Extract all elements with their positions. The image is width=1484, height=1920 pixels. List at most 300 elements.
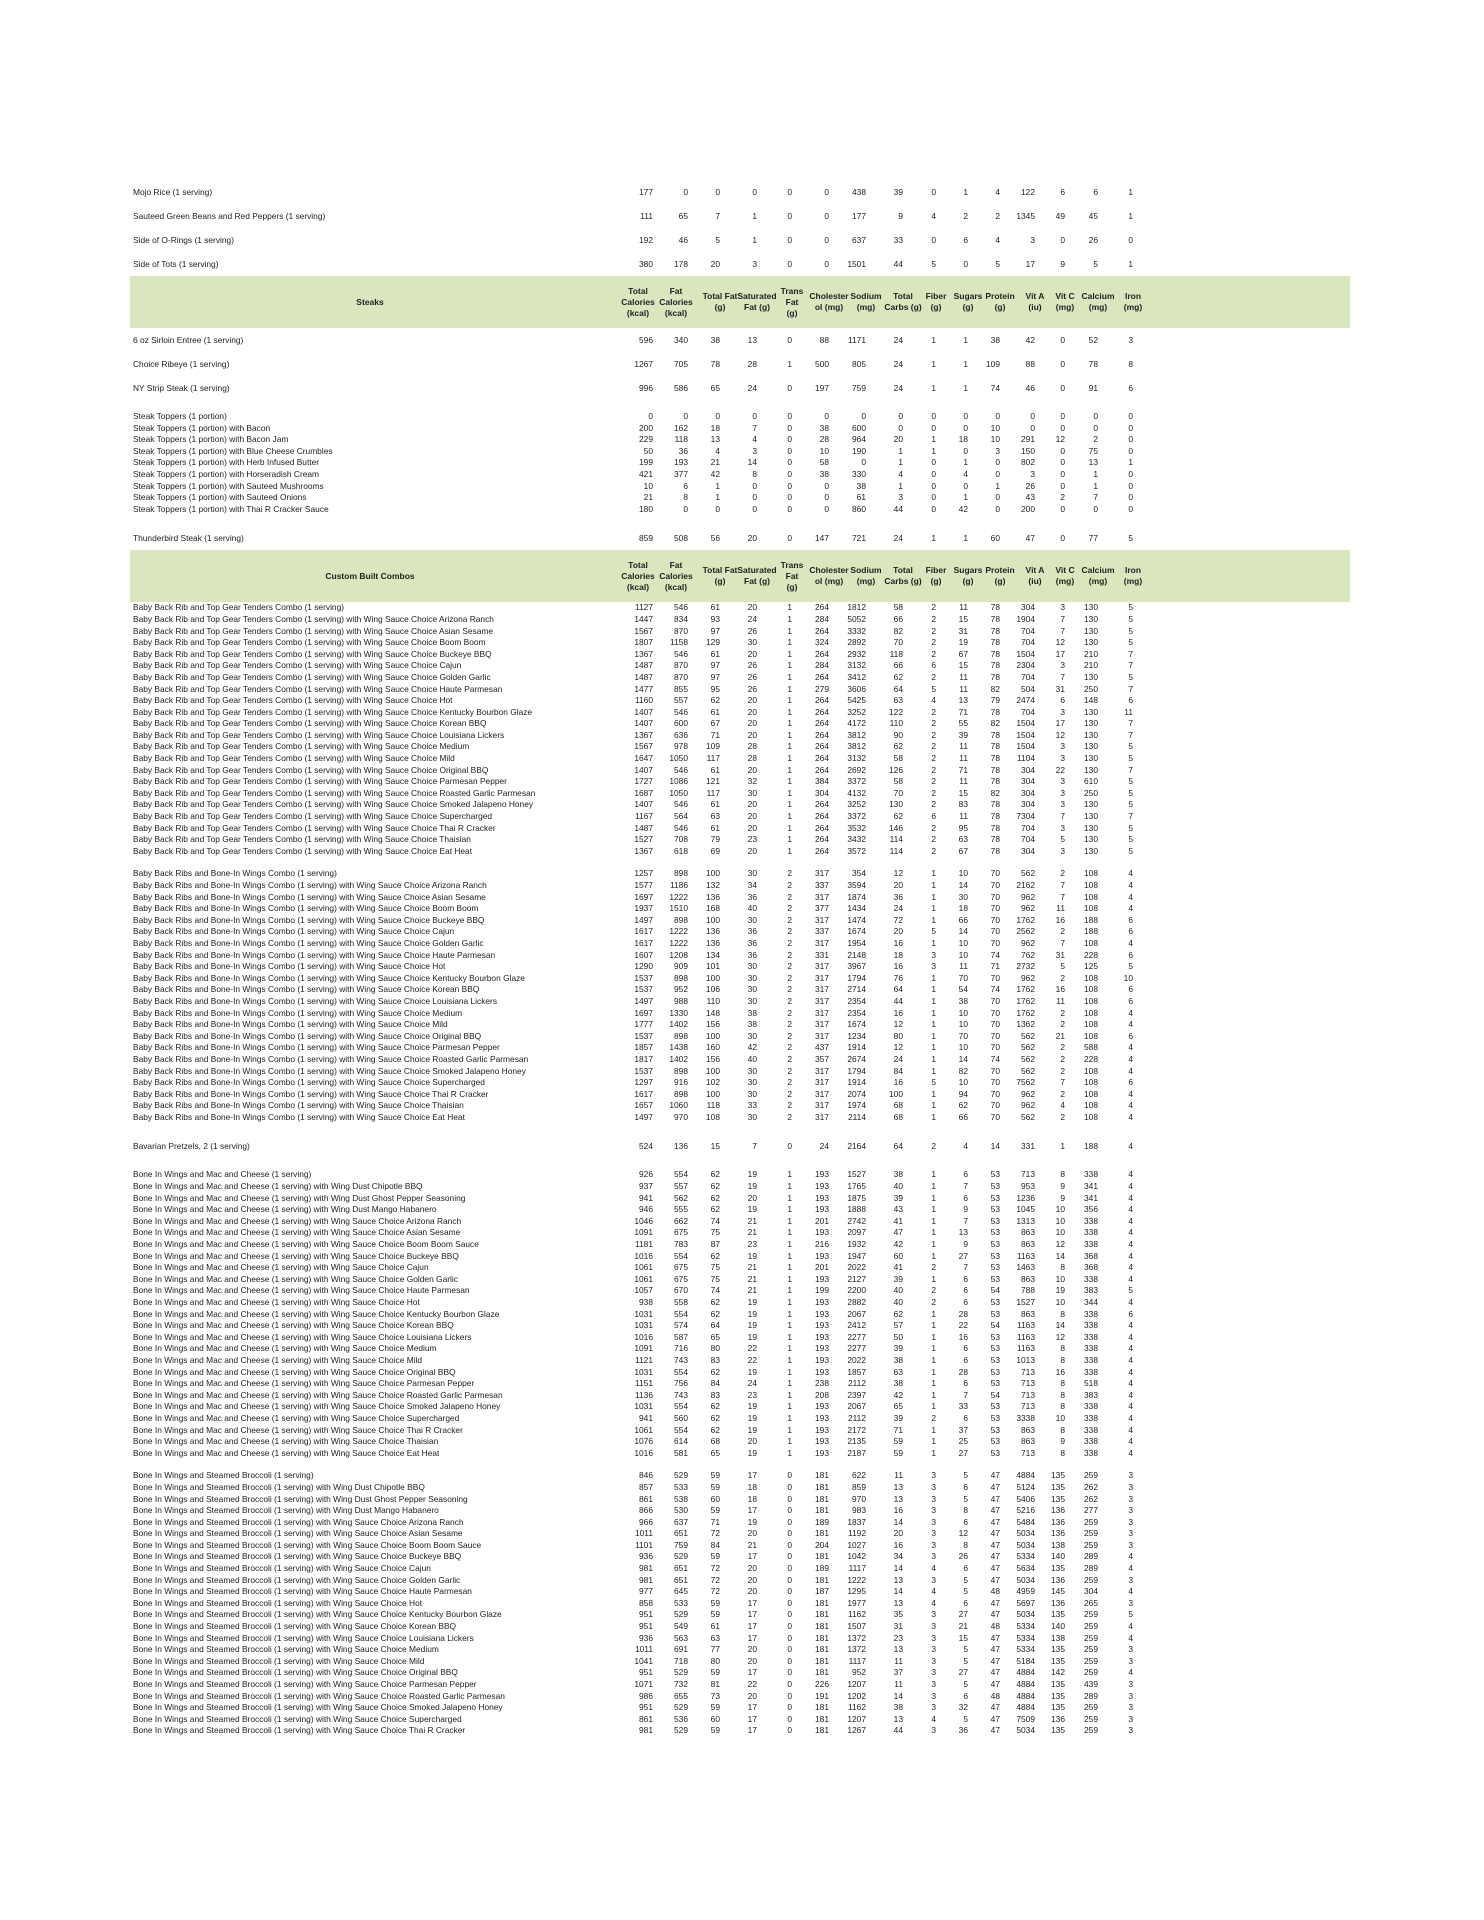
cell-fat-calories-kcal: 0 — [683, 187, 688, 197]
cell-cholesterol-mg: 181 — [815, 1725, 829, 1736]
cell-total-fat-g: 80 — [710, 1343, 720, 1354]
cell-total-calories-kcal: 1046 — [634, 1215, 653, 1226]
cell-calcium-mg: 518 — [1084, 1378, 1098, 1389]
cell-fiber-g: 3 — [931, 1493, 936, 1504]
cell-fat-calories-kcal: 691 — [674, 1644, 688, 1655]
cell-trans-fat-g: 1 — [787, 660, 792, 671]
cell-saturated-fat-g: 20 — [747, 1644, 757, 1655]
cell-vit-c-mg: 140 — [1051, 1621, 1065, 1632]
cell-iron-mg: 3 — [1128, 1725, 1133, 1736]
cell-fiber-g: 2 — [931, 718, 936, 729]
cell-calcium-mg: 259 — [1084, 1644, 1098, 1655]
cell-protein-g: 53 — [990, 1424, 1000, 1435]
table-row — [130, 753, 1350, 765]
cell-protein-g: 47 — [990, 1505, 1000, 1516]
cell-protein-g: 4 — [995, 187, 1000, 197]
cell-trans-fat-g: 1 — [787, 718, 792, 729]
cell-trans-fat-g: 2 — [787, 1053, 792, 1064]
column-header: Total Fat (g) — [702, 291, 738, 312]
cell-cholesterol-mg: 181 — [815, 1655, 829, 1666]
cell-total-fat-g: 156 — [706, 1053, 720, 1064]
cell-fat-calories-kcal: 36 — [678, 445, 688, 456]
cell-fiber-g: 1 — [931, 434, 936, 445]
item-name: Baby Back Ribs and Bone-In Wings Combo (1 serving) with Wing Sauce Choice Hot — [133, 961, 446, 972]
cell-trans-fat-g: 1 — [787, 811, 792, 822]
cell-sugars-g: 18 — [958, 434, 968, 445]
cell-total-fat-g: 87 — [710, 1239, 720, 1250]
cell-vit-a-iu: 1163 — [1016, 1343, 1035, 1354]
item-name: Bone In Wings and Mac and Cheese (1 serving) with Wing Sauce Choice Cajun — [133, 1262, 429, 1273]
cell-total-carbs-g: 126 — [889, 764, 903, 775]
cell-fiber-g: 2 — [931, 706, 936, 717]
cell-fiber-g: 3 — [931, 1516, 936, 1527]
item-name: Baby Back Rib and Top Gear Tenders Combo (1 serving) with Wing Sauce Choice Thaisian — [133, 834, 471, 845]
cell-vit-a-iu: 863 — [1021, 1273, 1035, 1284]
cell-protein-g: 54 — [990, 1285, 1000, 1296]
table-row — [130, 1390, 1350, 1402]
cell-fiber-g: 1 — [931, 880, 936, 890]
cell-total-fat-g: 62 — [710, 1169, 720, 1180]
item-name: Baby Back Ribs and Bone-In Wings Combo (1 serving) with Wing Sauce Choice Medium — [133, 1007, 463, 1018]
cell-cholesterol-mg: 317 — [815, 1007, 829, 1018]
cell-fat-calories-kcal: 529 — [674, 1702, 688, 1713]
cell-sodium-mg: 438 — [852, 187, 866, 197]
cell-vit-a-iu: 2162 — [1016, 880, 1035, 890]
cell-total-carbs-g: 24 — [893, 1053, 903, 1064]
cell-fat-calories-kcal: 1330 — [669, 1007, 688, 1018]
item-name: Steak Toppers (1 portion) with Sauteed Onions — [133, 492, 307, 503]
cell-total-carbs-g: 0 — [898, 411, 903, 421]
cell-protein-g: 78 — [990, 706, 1000, 717]
cell-iron-mg: 6 — [1128, 949, 1133, 960]
cell-saturated-fat-g: 22 — [747, 1679, 757, 1689]
table-row — [130, 834, 1350, 846]
item-name: Baby Back Rib and Top Gear Tenders Combo (1 serving) with Wing Sauce Choice Medium — [133, 741, 470, 752]
cell-sugars-g: 38 — [958, 995, 968, 1006]
section-title: Steaks — [356, 297, 384, 307]
cell-sugars-g: 14 — [958, 1053, 968, 1064]
cell-fat-calories-kcal: 554 — [674, 1424, 688, 1435]
cell-total-calories-kcal: 1016 — [634, 1250, 653, 1261]
cell-sugars-g: 28 — [958, 1366, 968, 1377]
table-row — [130, 457, 1350, 469]
table-row — [130, 1540, 1350, 1552]
cell-vit-c-mg: 135 — [1051, 1481, 1065, 1492]
cell-calcium-mg: 108 — [1084, 1065, 1098, 1076]
cell-protein-g: 53 — [990, 1215, 1000, 1226]
cell-saturated-fat-g: 30 — [747, 1065, 757, 1076]
column-header: Total Calories (kcal) — [621, 559, 655, 592]
table-row — [130, 1691, 1350, 1703]
cell-fat-calories-kcal: 1050 — [669, 753, 688, 764]
item-name: Baby Back Rib and Top Gear Tenders Combo (1 serving) with Wing Sauce Choice Cajun — [133, 660, 462, 671]
table-row — [130, 1251, 1350, 1263]
cell-fiber-g: 2 — [931, 625, 936, 636]
cell-fat-calories-kcal: 162 — [674, 422, 688, 433]
section-header-custom-built-combos — [130, 550, 1350, 602]
cell-calcium-mg: 262 — [1084, 1481, 1098, 1492]
cell-sodium-mg: 3532 — [847, 822, 866, 833]
cell-total-fat-g: 60 — [710, 1493, 720, 1504]
item-name: Choice Ribeye (1 serving) — [133, 359, 230, 369]
cell-fat-calories-kcal: 651 — [674, 1574, 688, 1585]
cell-total-calories-kcal: 50 — [643, 445, 653, 456]
cell-vit-c-mg: 0 — [1060, 533, 1065, 544]
cell-protein-g: 70 — [990, 1077, 1000, 1088]
cell-total-calories-kcal: 1011 — [634, 1644, 653, 1655]
item-name: Sauteed Green Beans and Red Peppers (1 serving) — [133, 211, 326, 221]
cell-vit-c-mg: 135 — [1051, 1470, 1065, 1481]
cell-total-calories-kcal: 596 — [639, 335, 653, 345]
cell-fat-calories-kcal: 1402 — [669, 1053, 688, 1064]
cell-sugars-g: 7 — [963, 1215, 968, 1226]
cell-saturated-fat-g: 20 — [747, 1690, 757, 1701]
cell-vit-a-iu: 2732 — [1016, 961, 1035, 972]
cell-total-calories-kcal: 1567 — [634, 741, 653, 752]
cell-calcium-mg: 338 — [1084, 1424, 1098, 1435]
cell-trans-fat-g: 1 — [787, 1273, 792, 1284]
cell-calcium-mg: 108 — [1084, 903, 1098, 914]
cell-cholesterol-mg: 437 — [815, 1042, 829, 1053]
cell-fat-calories-kcal: 6 — [683, 480, 688, 491]
cell-total-fat-g: 61 — [710, 648, 720, 659]
cell-trans-fat-g: 1 — [787, 799, 792, 810]
cell-iron-mg: 7 — [1128, 648, 1133, 659]
cell-saturated-fat-g: 20 — [747, 764, 757, 775]
cell-saturated-fat-g: 19 — [747, 1308, 757, 1319]
cell-saturated-fat-g: 17 — [747, 1470, 757, 1481]
cell-iron-mg: 6 — [1128, 1077, 1133, 1088]
cell-total-carbs-g: 1 — [898, 480, 903, 491]
cell-total-carbs-g: 13 — [893, 1574, 903, 1585]
cell-vit-c-mg: 0 — [1060, 457, 1065, 468]
cell-total-calories-kcal: 981 — [639, 1574, 653, 1585]
cell-trans-fat-g: 2 — [787, 972, 792, 983]
cell-vit-c-mg: 21 — [1055, 1030, 1065, 1041]
column-header: Vit C (mg) — [1055, 291, 1075, 312]
cell-total-carbs-g: 16 — [893, 1077, 903, 1088]
cell-total-fat-g: 61 — [710, 822, 720, 833]
cell-protein-g: 47 — [990, 1516, 1000, 1527]
cell-iron-mg: 0 — [1128, 411, 1133, 421]
cell-trans-fat-g: 1 — [787, 1320, 792, 1331]
cell-sugars-g: 14 — [958, 880, 968, 890]
item-name: Bone In Wings and Steamed Broccoli (1 serving) with Wing Sauce Choice Mild — [133, 1655, 425, 1666]
cell-vit-c-mg: 8 — [1060, 1401, 1065, 1412]
cell-iron-mg: 3 — [1128, 1702, 1133, 1713]
item-name: Bone In Wings and Steamed Broccoli (1 serving) with Wing Sauce Choice Korean BBQ — [133, 1621, 457, 1632]
cell-total-calories-kcal: 986 — [639, 1690, 653, 1701]
cell-vit-a-iu: 17 — [1025, 259, 1035, 269]
cell-sodium-mg: 952 — [852, 1667, 866, 1678]
cell-total-calories-kcal: 1487 — [634, 660, 653, 671]
cell-iron-mg: 5 — [1128, 613, 1133, 624]
cell-protein-g: 53 — [990, 1192, 1000, 1203]
cell-saturated-fat-g: 28 — [747, 741, 757, 752]
cell-saturated-fat-g: 20 — [747, 822, 757, 833]
cell-cholesterol-mg: 0 — [824, 259, 829, 269]
cell-saturated-fat-g: 8 — [752, 468, 757, 479]
cell-vit-a-iu: 1762 — [1016, 984, 1035, 995]
item-name: Bone In Wings and Steamed Broccoli (1 serving) with Wing Sauce Choice Buckeye BBQ — [133, 1551, 462, 1562]
cell-vit-c-mg: 135 — [1051, 1725, 1065, 1736]
cell-trans-fat-g: 1 — [787, 1436, 792, 1447]
cell-iron-mg: 4 — [1128, 1586, 1133, 1597]
item-name: Bone In Wings and Mac and Cheese (1 serving) with Wing Dust Chipotle BBQ — [133, 1181, 423, 1192]
cell-fiber-g: 1 — [931, 937, 936, 948]
cell-saturated-fat-g: 40 — [747, 903, 757, 914]
cell-vit-a-iu: 713 — [1021, 1389, 1035, 1400]
cell-protein-g: 78 — [990, 671, 1000, 682]
cell-protein-g: 0 — [995, 503, 1000, 514]
cell-fiber-g: 5 — [931, 683, 936, 694]
cell-iron-mg: 4 — [1128, 1621, 1133, 1632]
cell-fiber-g: 1 — [931, 1273, 936, 1284]
cell-saturated-fat-g: 20 — [747, 602, 757, 613]
cell-calcium-mg: 108 — [1084, 1088, 1098, 1099]
cell-vit-a-iu: 1527 — [1016, 1297, 1035, 1307]
cell-protein-g: 78 — [990, 660, 1000, 671]
cell-iron-mg: 0 — [1128, 445, 1133, 456]
cell-iron-mg: 1 — [1128, 211, 1133, 221]
cell-fiber-g: 5 — [931, 926, 936, 937]
table-row — [130, 1019, 1350, 1031]
column-header: Total Carbs (g) — [884, 565, 922, 587]
cell-fiber-g: 1 — [931, 1088, 936, 1099]
cell-iron-mg: 4 — [1128, 1065, 1133, 1076]
cell-iron-mg: 0 — [1128, 422, 1133, 433]
cell-sodium-mg: 1434 — [847, 903, 866, 914]
cell-iron-mg: 4 — [1128, 1354, 1133, 1365]
cell-fiber-g: 3 — [931, 1481, 936, 1492]
cell-sugars-g: 15 — [958, 613, 968, 624]
cell-fat-calories-kcal: 546 — [674, 648, 688, 659]
cell-fiber-g: 1 — [931, 359, 936, 369]
cell-protein-g: 48 — [990, 1586, 1000, 1597]
cell-total-carbs-g: 42 — [893, 1389, 903, 1400]
cell-sugars-g: 6 — [963, 1192, 968, 1203]
cell-cholesterol-mg: 181 — [815, 1621, 829, 1632]
cell-total-fat-g: 0 — [715, 187, 720, 197]
cell-trans-fat-g: 1 — [787, 729, 792, 740]
cell-vit-a-iu: 1762 — [1016, 1007, 1035, 1018]
cell-total-fat-g: 59 — [710, 1702, 720, 1713]
cell-vit-c-mg: 16 — [1055, 1366, 1065, 1377]
item-name: Baby Back Rib and Top Gear Tenders Combo (1 serving) with Wing Sauce Choice Haute Parmesan — [133, 683, 503, 694]
item-name: Baby Back Ribs and Bone-In Wings Combo (1 serving) with Wing Sauce Choice Roasted Garlic Parmesan — [133, 1053, 529, 1064]
table-row — [130, 903, 1350, 915]
cell-total-calories-kcal: 1617 — [634, 1088, 653, 1099]
cell-saturated-fat-g: 1 — [752, 235, 757, 245]
cell-cholesterol-mg: 0 — [824, 235, 829, 245]
cell-trans-fat-g: 0 — [787, 1655, 792, 1666]
table-row — [130, 846, 1350, 858]
cell-fiber-g: 2 — [931, 764, 936, 775]
cell-sodium-mg: 5425 — [847, 695, 866, 706]
cell-fiber-g: 5 — [931, 1077, 936, 1088]
cell-total-calories-kcal: 1857 — [634, 1042, 653, 1053]
cell-sodium-mg: 3132 — [847, 660, 866, 671]
cell-total-carbs-g: 36 — [893, 891, 903, 902]
cell-trans-fat-g: 1 — [787, 625, 792, 636]
cell-iron-mg: 5 — [1128, 637, 1133, 648]
cell-fiber-g: 2 — [931, 741, 936, 752]
cell-iron-mg: 4 — [1128, 1250, 1133, 1261]
cell-cholesterol-mg: 264 — [815, 729, 829, 740]
cell-total-calories-kcal: 1297 — [634, 1077, 653, 1088]
cell-cholesterol-mg: 193 — [815, 1354, 829, 1365]
cell-total-carbs-g: 39 — [893, 1273, 903, 1284]
cell-trans-fat-g: 1 — [787, 822, 792, 833]
cell-calcium-mg: 130 — [1084, 845, 1098, 856]
column-header: Vit C (mg) — [1055, 565, 1075, 587]
cell-vit-a-iu: 7562 — [1016, 1077, 1035, 1088]
cell-protein-g: 47 — [990, 1702, 1000, 1713]
cell-cholesterol-mg: 384 — [815, 776, 829, 787]
item-name: Baby Back Ribs and Bone-In Wings Combo (1 serving) with Wing Sauce Choice Supercharged — [133, 1077, 485, 1088]
item-name: Thunderbird Steak (1 serving) — [133, 533, 244, 544]
cell-calcium-mg: 108 — [1084, 937, 1098, 948]
cell-fat-calories-kcal: 732 — [674, 1679, 688, 1689]
cell-vit-a-iu: 5034 — [1016, 1539, 1035, 1550]
cell-sugars-g: 95 — [958, 822, 968, 833]
cell-cholesterol-mg: 193 — [815, 1227, 829, 1238]
cell-cholesterol-mg: 317 — [815, 1100, 829, 1111]
cell-calcium-mg: 265 — [1084, 1597, 1098, 1608]
cell-vit-a-iu: 562 — [1021, 1065, 1035, 1076]
table-row — [130, 776, 1350, 788]
cell-total-fat-g: 62 — [710, 1308, 720, 1319]
cell-iron-mg: 3 — [1128, 1516, 1133, 1527]
item-name: Baby Back Rib and Top Gear Tenders Combo (1 serving) with Wing Sauce Choice Parmesan Pepper — [133, 776, 507, 787]
cell-calcium-mg: 130 — [1084, 822, 1098, 833]
cell-fiber-g: 1 — [931, 1401, 936, 1412]
cell-total-fat-g: 21 — [710, 457, 720, 468]
cell-fiber-g: 5 — [931, 259, 936, 269]
cell-saturated-fat-g: 19 — [747, 1424, 757, 1435]
cell-vit-c-mg: 3 — [1060, 776, 1065, 787]
cell-total-carbs-g: 76 — [893, 972, 903, 983]
cell-vit-c-mg: 136 — [1051, 1516, 1065, 1527]
cell-vit-a-iu: 962 — [1021, 903, 1035, 914]
cell-fat-calories-kcal: 586 — [674, 383, 688, 393]
cell-total-carbs-g: 146 — [889, 822, 903, 833]
cell-total-calories-kcal: 1487 — [634, 671, 653, 682]
cell-vit-c-mg: 2 — [1060, 1042, 1065, 1053]
cell-fiber-g: 3 — [931, 1644, 936, 1655]
cell-cholesterol-mg: 377 — [815, 903, 829, 914]
cell-vit-a-iu: 304 — [1021, 776, 1035, 787]
cell-vit-a-iu: 4884 — [1016, 1679, 1035, 1689]
cell-protein-g: 53 — [990, 1343, 1000, 1354]
cell-cholesterol-mg: 264 — [815, 648, 829, 659]
cell-trans-fat-g: 1 — [787, 1343, 792, 1354]
cell-total-fat-g: 136 — [706, 891, 720, 902]
cell-total-carbs-g: 1 — [898, 457, 903, 468]
cell-sodium-mg: 1372 — [847, 1632, 866, 1643]
column-header: Trans Fat (g) — [780, 285, 804, 318]
cell-saturated-fat-g: 26 — [747, 660, 757, 671]
cell-calcium-mg: 338 — [1084, 1436, 1098, 1447]
cell-calcium-mg: 130 — [1084, 799, 1098, 810]
cell-protein-g: 53 — [990, 1227, 1000, 1238]
table-row — [130, 1008, 1350, 1020]
cell-sodium-mg: 1875 — [847, 1192, 866, 1203]
cell-vit-c-mg: 135 — [1051, 1493, 1065, 1504]
cell-calcium-mg: 77 — [1088, 533, 1098, 544]
cell-cholesterol-mg: 264 — [815, 834, 829, 845]
cell-cholesterol-mg: 147 — [815, 533, 829, 544]
cell-saturated-fat-g: 20 — [747, 718, 757, 729]
cell-cholesterol-mg: 181 — [815, 1528, 829, 1539]
cell-total-calories-kcal: 1407 — [634, 764, 653, 775]
cell-vit-a-iu: 5334 — [1016, 1632, 1035, 1643]
cell-cholesterol-mg: 181 — [815, 1493, 829, 1504]
cell-fat-calories-kcal: 118 — [674, 434, 688, 445]
item-name: Bone In Wings and Steamed Broccoli (1 serving) with Wing Sauce Choice Roasted Garlic Parmesan — [133, 1690, 505, 1701]
cell-total-carbs-g: 40 — [893, 1297, 903, 1307]
cell-calcium-mg: 108 — [1084, 1007, 1098, 1018]
cell-vit-a-iu: 5034 — [1016, 1725, 1035, 1736]
cell-calcium-mg: 338 — [1084, 1320, 1098, 1331]
cell-sugars-g: 54 — [958, 984, 968, 995]
cell-fat-calories-kcal: 662 — [674, 1215, 688, 1226]
cell-total-fat-g: 62 — [710, 1250, 720, 1261]
cell-sodium-mg: 1295 — [847, 1586, 866, 1597]
cell-saturated-fat-g: 20 — [747, 533, 757, 544]
cell-fat-calories-kcal: 870 — [674, 671, 688, 682]
cell-vit-a-iu: 788 — [1021, 1285, 1035, 1296]
cell-fat-calories-kcal: 675 — [674, 1273, 688, 1284]
item-name: Bone In Wings and Mac and Cheese (1 serving) with Wing Sauce Choice Boom Boom Sauce — [133, 1239, 479, 1250]
cell-fiber-g: 1 — [931, 891, 936, 902]
cell-sodium-mg: 1977 — [847, 1597, 866, 1608]
cell-trans-fat-g: 0 — [787, 1539, 792, 1550]
cell-sugars-g: 10 — [958, 937, 968, 948]
cell-sugars-g: 6 — [963, 1297, 968, 1307]
cell-saturated-fat-g: 14 — [747, 457, 757, 468]
cell-total-carbs-g: 64 — [893, 683, 903, 694]
cell-cholesterol-mg: 193 — [815, 1192, 829, 1203]
cell-fiber-g: 1 — [931, 335, 936, 345]
cell-vit-c-mg: 4 — [1060, 1100, 1065, 1111]
cell-trans-fat-g: 1 — [787, 1204, 792, 1215]
cell-fiber-g: 3 — [931, 1574, 936, 1585]
cell-total-carbs-g: 122 — [889, 706, 903, 717]
cell-sugars-g: 11 — [959, 776, 968, 787]
cell-total-fat-g: 63 — [710, 1632, 720, 1643]
cell-total-fat-g: 7 — [715, 211, 720, 221]
cell-sodium-mg: 61 — [856, 492, 866, 503]
cell-total-carbs-g: 71 — [893, 1424, 903, 1435]
cell-sodium-mg: 2674 — [847, 1053, 866, 1064]
cell-fat-calories-kcal: 655 — [674, 1690, 688, 1701]
cell-total-calories-kcal: 1407 — [634, 799, 653, 810]
cell-protein-g: 70 — [990, 926, 1000, 937]
cell-trans-fat-g: 0 — [787, 1632, 792, 1643]
cell-sodium-mg: 3372 — [847, 776, 866, 787]
cell-cholesterol-mg: 193 — [815, 1250, 829, 1261]
cell-vit-c-mg: 12 — [1055, 729, 1065, 740]
cell-fat-calories-kcal: 855 — [674, 683, 688, 694]
cell-sugars-g: 13 — [958, 695, 968, 706]
cell-total-calories-kcal: 1057 — [634, 1285, 653, 1296]
cell-fiber-g: 1 — [931, 1366, 936, 1377]
cell-sodium-mg: 1674 — [847, 1019, 866, 1030]
cell-saturated-fat-g: 17 — [747, 1597, 757, 1608]
cell-vit-c-mg: 3 — [1060, 660, 1065, 671]
cell-fat-calories-kcal: 783 — [674, 1239, 688, 1250]
